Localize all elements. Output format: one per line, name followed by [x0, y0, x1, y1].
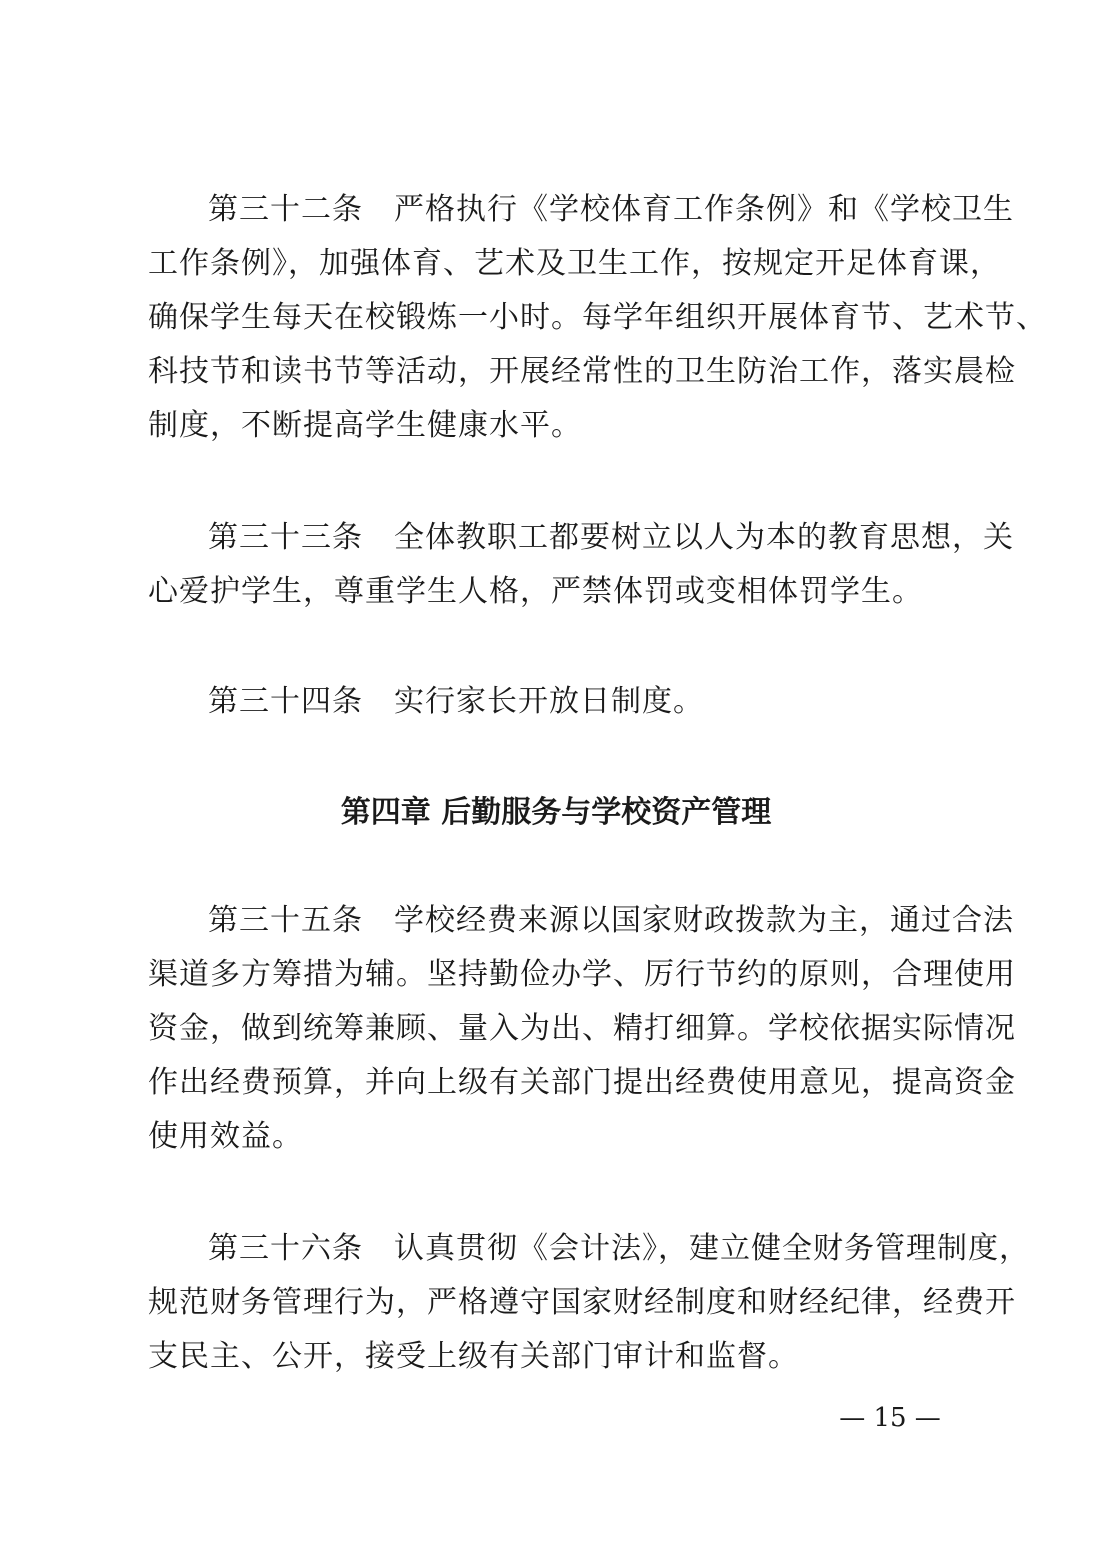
article-line: 确保学生每天在校锻炼一小时。每学年组织开展体育节、艺术节、 [148, 300, 1047, 335]
article-line: 科技节和读书节等活动，开展经常性的卫生防治工作，落实晨检 [148, 354, 1016, 389]
article-line: 规范财务管理行为，严格遵守国家财经制度和财经纪律，经费开 [148, 1285, 1016, 1320]
article-line: 支民主、公开，接受上级有关部门审计和监督。 [148, 1339, 799, 1374]
article-line: 第三十四条 实行家长开放日制度。 [208, 684, 704, 719]
article-line: 制度，不断提高学生健康水平。 [148, 408, 582, 443]
article-line: 第三十六条 认真贯彻《会计法》，建立健全财务管理制度， [208, 1231, 1030, 1266]
page-number: — 15 — [839, 1403, 941, 1433]
article-line: 第三十五条 学校经费来源以国家财政拨款为主，通过合法 [208, 903, 1014, 938]
article-line: 第三十三条 全体教职工都要树立以人为本的教育思想，关 [208, 520, 1014, 555]
article-line: 使用效益。 [148, 1119, 303, 1154]
chapter-heading: 第四章 后勤服务与学校资产管理 [340, 795, 772, 830]
article-line: 工作条例》，加强体育、艺术及卫生工作，按规定开足体育课， [148, 246, 1001, 281]
article-line: 渠道多方筹措为辅。坚持勤俭办学、厉行节约的原则，合理使用 [148, 957, 1016, 992]
article-line: 资金，做到统筹兼顾、量入为出、精打细算。学校依据实际情况 [148, 1011, 1016, 1046]
article-line: 心爱护学生，尊重学生人格，严禁体罚或变相体罚学生。 [148, 574, 923, 609]
article-line: 作出经费预算，并向上级有关部门提出经费使用意见，提高资金 [148, 1065, 1016, 1100]
article-line: 第三十二条 严格执行《学校体育工作条例》和《学校卫生 [208, 192, 1014, 227]
